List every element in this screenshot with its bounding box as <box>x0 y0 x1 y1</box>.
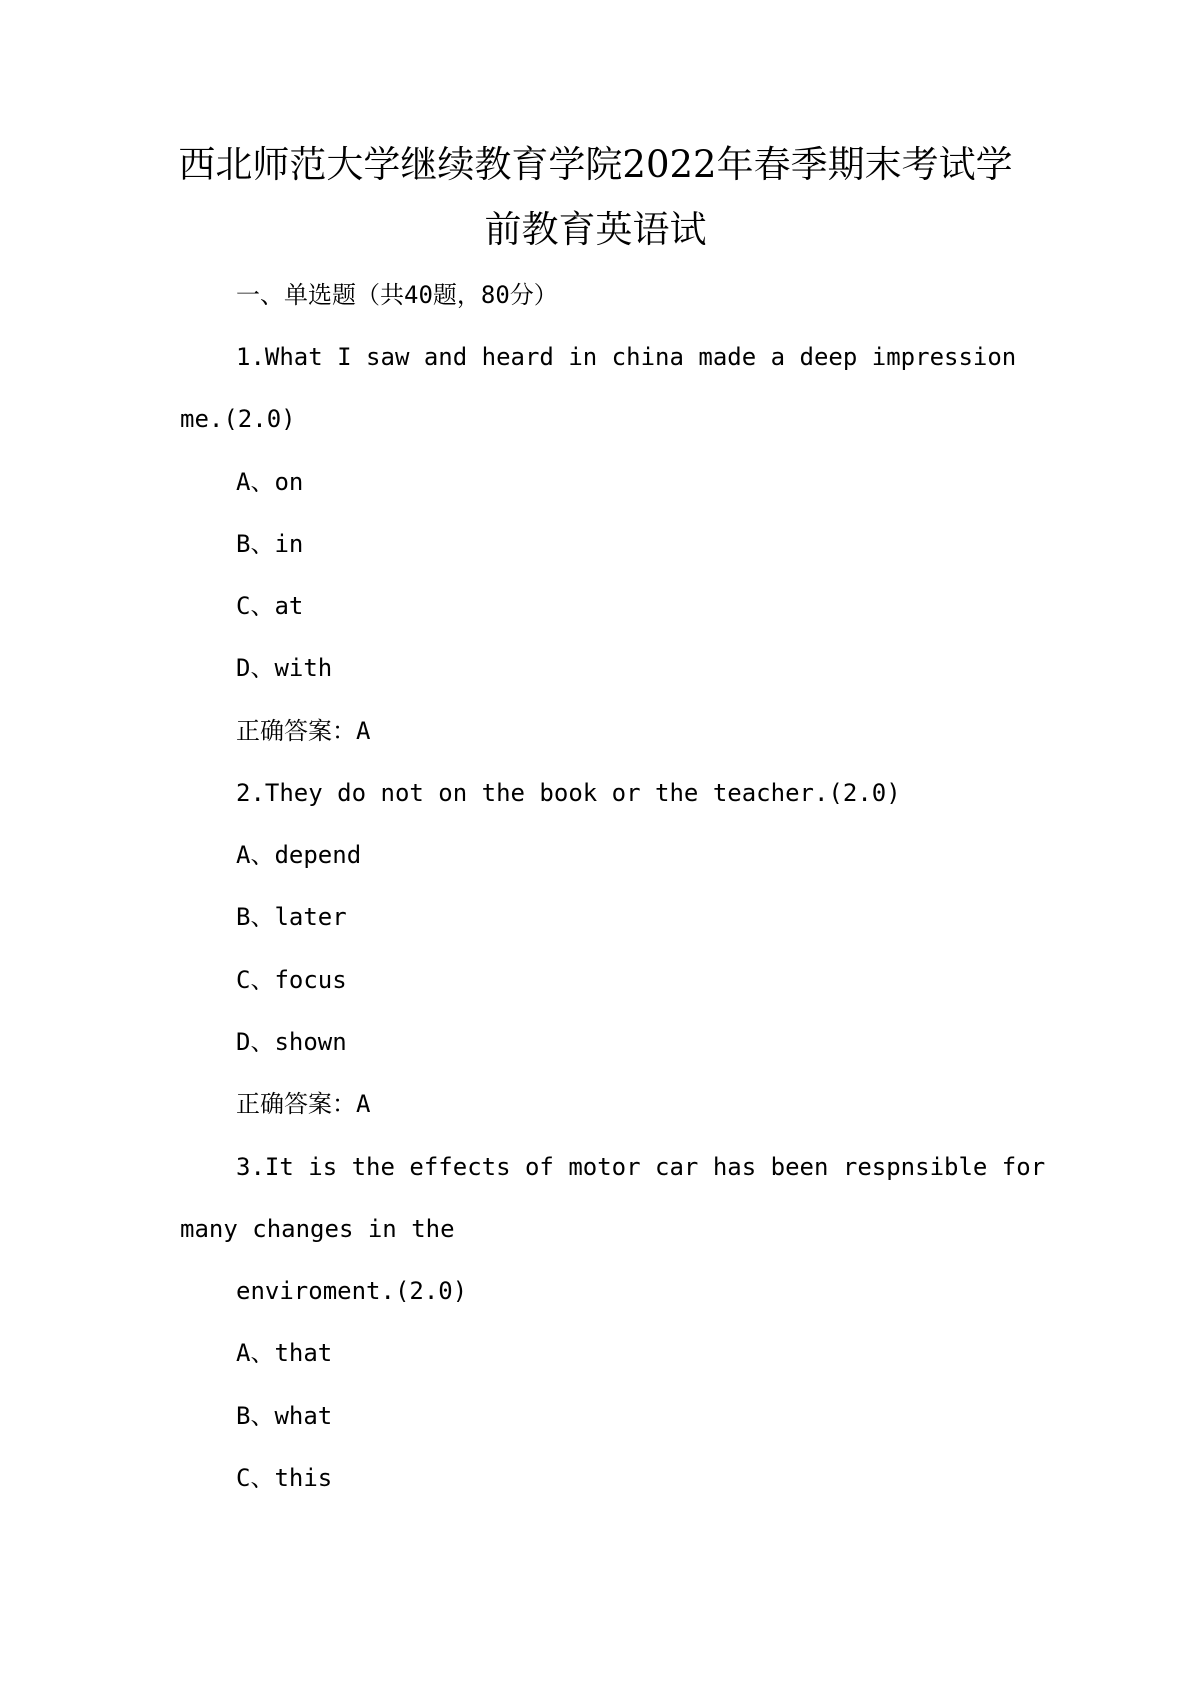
correct-answer: 正确答案：A <box>236 1090 371 1118</box>
option-b: B、later <box>236 903 347 931</box>
option-a: A、on <box>236 468 304 496</box>
question-stem-continuation: me.(2.0) <box>180 405 296 433</box>
option-a: A、that <box>236 1339 333 1367</box>
question-stem-continuation: many changes in the <box>180 1215 455 1243</box>
section-heading: 一、单选题（共40题，80分） <box>236 281 558 309</box>
correct-answer: 正确答案：A <box>236 717 371 745</box>
question-stem-continuation: enviroment.(2.0) <box>236 1277 468 1305</box>
option-b: B、what <box>236 1402 333 1430</box>
option-c: C、focus <box>236 966 347 994</box>
document-title-line-1: 西北师范大学继续教育学院2022年春季期末考试学 <box>178 143 1013 186</box>
option-d: D、with <box>236 654 333 682</box>
option-a: A、depend <box>236 841 362 869</box>
option-c: C、this <box>236 1464 333 1492</box>
option-c: C、at <box>236 592 304 620</box>
document-title-line-2: 前教育英语试 <box>484 208 707 251</box>
question-stem: 1.What I saw and heard in china made a deep impression <box>236 343 1017 371</box>
option-b: B、in <box>236 530 304 558</box>
question-stem: 3.It is the effects of motor car has been respnsible for <box>236 1153 1046 1181</box>
option-d: D、shown <box>236 1028 347 1056</box>
question-stem: 2.They do not on the book or the teacher.(2.0) <box>236 779 901 807</box>
